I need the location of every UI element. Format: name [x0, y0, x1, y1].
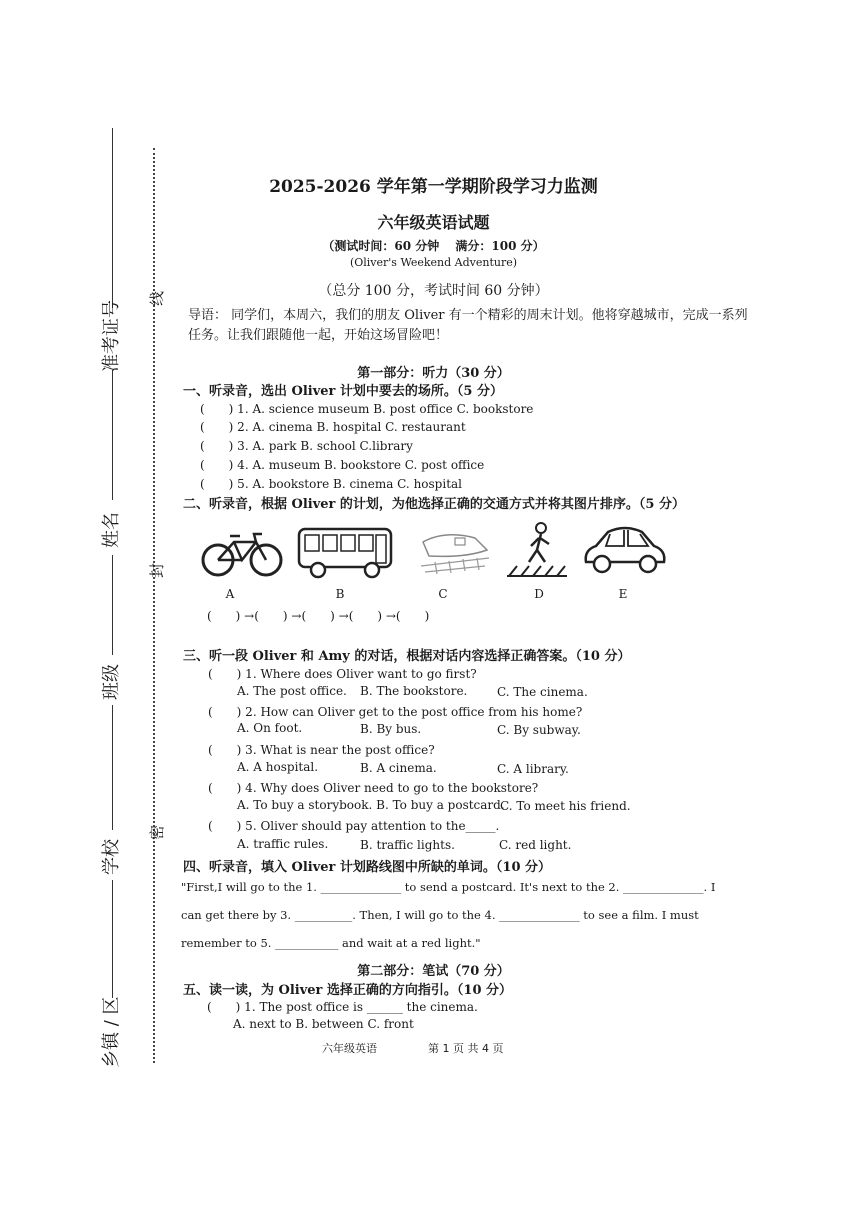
s1-question-4: ( ) 4. A. museum B. bookstore C. post office	[200, 458, 485, 472]
footer-subject: 六年级英语	[322, 1042, 377, 1055]
s3-q5-option-b: B. traffic lights.	[360, 838, 455, 852]
footer-page: 第 1 页 共 4 页	[428, 1042, 504, 1055]
exam-subtitle: 六年级英语试题	[377, 213, 490, 232]
section2-title: 二、听录音，根据 Oliver 的计划，为他选择正确的交通方式并将其图片排序。（5 分）	[183, 497, 685, 512]
section3-title: 三、听一段 Oliver 和 Amy 的对话，根据对话内容选择正确答案。（10 分）	[183, 649, 631, 664]
s3-q3-option-c: C. A library.	[497, 762, 569, 776]
bus-icon	[296, 525, 396, 580]
subway-icon	[415, 528, 495, 578]
bicycle-icon	[200, 528, 285, 578]
seal-mi-label: 密	[148, 824, 166, 840]
s3-question-2: ( ) 2. How can Oliver get to the post office from his home?	[208, 705, 583, 719]
s3-question-4: ( ) 4. Why does Oliver need to go to the bookstore?	[208, 781, 539, 795]
s4-line-2: can get there by 3. __________. Then, I will go to the 4. ______________ to see a film. I must	[181, 908, 699, 922]
s3-q3-option-b: B. A cinema.	[360, 761, 437, 775]
name-label: 姓名	[101, 512, 122, 548]
seal-xian-label: 线	[148, 290, 166, 306]
s3-q3-option-a: A. A hospital.	[237, 760, 319, 774]
s1-question-1: ( ) 1. A. science museum B. post office C. bookstore	[200, 402, 534, 416]
s3-q2-option-b: B. By bus.	[360, 722, 422, 736]
s5-question-1: ( ) 1. The post office is ______ the cinema.	[207, 1000, 478, 1014]
pic-label-b: B	[335, 587, 345, 601]
s3-q2-option-c: C. By subway.	[497, 723, 581, 737]
binding-line-mid2	[112, 555, 113, 655]
town-label: 乡镇 / 区	[101, 996, 122, 1068]
order-line: ( ) →( ) →( ) →( ) →( )	[207, 609, 430, 623]
pic-label-a: A	[225, 587, 235, 601]
pic-label-e: E	[618, 587, 628, 601]
section4-title: 四、听录音，填入 Oliver 计划路线图中所缺的单词。（10 分）	[183, 860, 552, 875]
pic-label-d: D	[534, 587, 544, 601]
exam-total: （总分 100 分，考试时间 60 分钟）	[318, 283, 549, 299]
car-icon	[580, 522, 670, 577]
class-label: 班级	[101, 664, 122, 700]
binding-line-mid1	[112, 370, 113, 500]
s3-question-5: ( ) 5. Oliver should pay attention to the_____.	[208, 819, 500, 833]
s1-question-3: ( ) 3. A. park B. school C.library	[200, 439, 413, 453]
seal-feng-label: 封	[148, 562, 166, 578]
walking-icon	[505, 520, 570, 580]
school-label: 学校	[101, 839, 122, 875]
s1-question-2: ( ) 2. A. cinema B. hospital C. restaurant	[200, 420, 466, 434]
s3-q5-option-c: C. red light.	[499, 838, 572, 852]
binding-line-mid3	[112, 705, 113, 830]
s4-line-1: "First,I will go to the 1. ______________ to send a postcard. It's next to the 2. ______________. I	[181, 880, 716, 894]
s3-q5-option-a: A. traffic rules.	[237, 837, 329, 851]
s3-q2-option-a: A. On foot.	[237, 721, 303, 735]
binding-line-bottom	[112, 880, 113, 998]
s4-line-3: remember to 5. ___________ and wait at a red light."	[181, 936, 481, 950]
s3-question-3: ( ) 3. What is near the post office?	[208, 743, 435, 757]
s3-question-1: ( ) 1. Where does Oliver want to go first?	[208, 667, 477, 681]
pic-label-c: C	[438, 587, 448, 601]
part1-heading: 第一部分：听力（30 分）	[357, 366, 510, 381]
exam-theme: (Oliver's Weekend Adventure)	[349, 256, 518, 269]
s3-q1-option-c: C. The cinema.	[497, 685, 588, 699]
exam-time-score: （测试时间：60 分钟 满分：100 分）	[322, 239, 545, 253]
section1-title: 一、听录音，选出 Oliver 计划中要去的场所。（5 分）	[183, 384, 503, 399]
s3-q1-option-b: B. The bookstore.	[360, 684, 468, 698]
section5-title: 五、读一读，为 Oliver 选择正确的方向指引。（10 分）	[183, 983, 513, 998]
s3-q4-options-ab: A. To buy a storybook. B. To buy a postcard.	[237, 798, 505, 812]
s3-q4-option-c: C. To meet his friend.	[500, 799, 631, 813]
exam-id-label: 准考证号	[101, 300, 122, 372]
exam-title: 2025-2026 学年第一学期阶段学习力监测	[269, 177, 598, 197]
intro-text: 导语： 同学们，本周六，我们的朋友 Oliver 有一个精彩的周末计划。他将穿越城市，完成一系列任务。让我们跟随他一起，开始这场冒险吧！	[188, 308, 748, 343]
s3-q1-option-a: A. The post office.	[237, 684, 347, 698]
part2-heading: 第二部分：笔试（70 分）	[357, 964, 510, 979]
s1-question-5: ( ) 5. A. bookstore B. cinema C. hospital	[200, 477, 463, 491]
s5-q1-options: A. next to B. between C. front	[233, 1017, 414, 1031]
